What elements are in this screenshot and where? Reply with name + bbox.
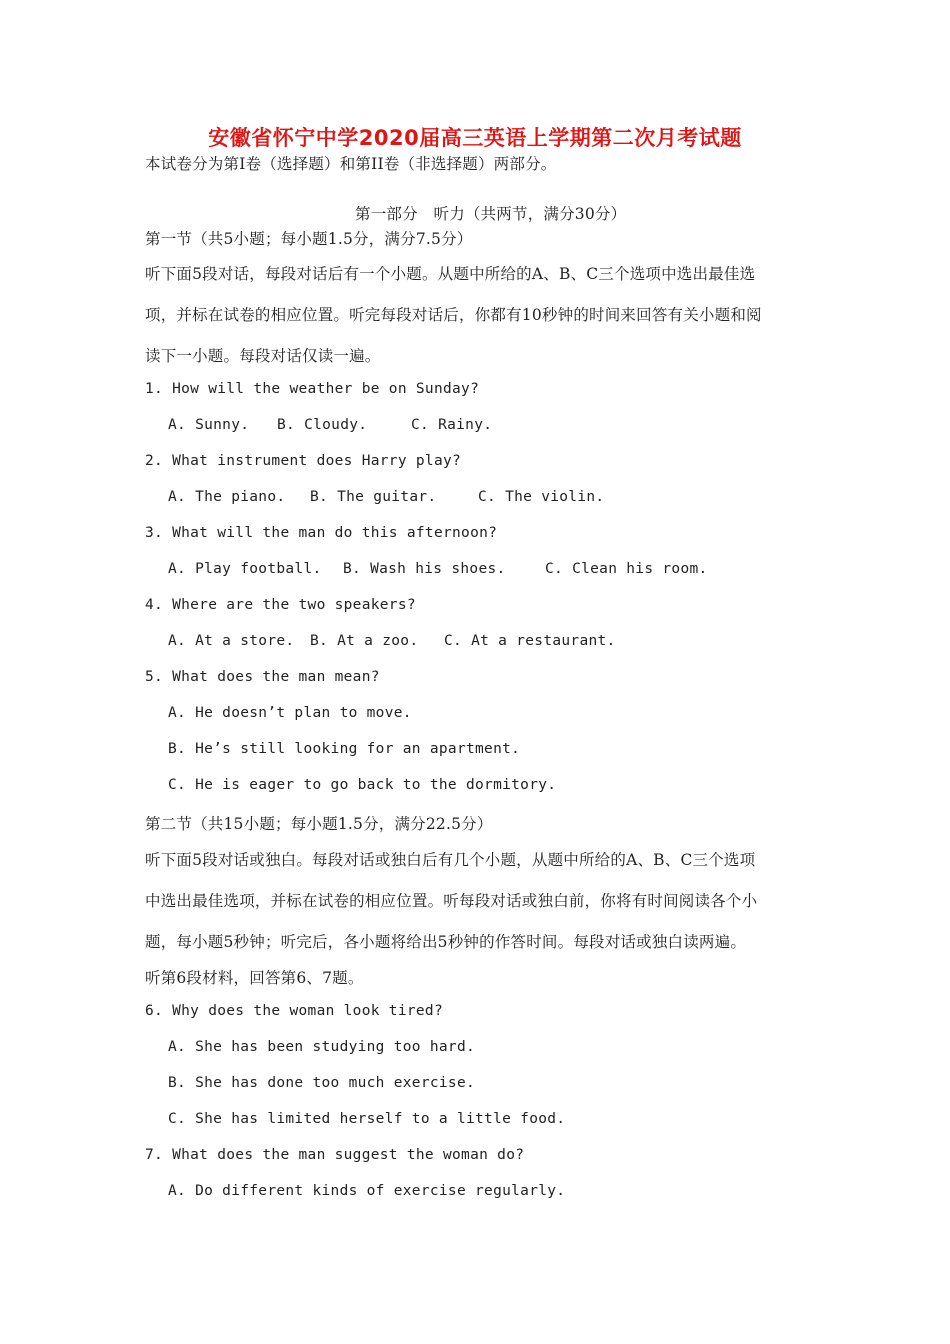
option-a: A. He doesn’t plan to move. <box>168 705 412 721</box>
part1-heading: 第一部分 听力（共两节，满分30分） <box>355 205 627 223</box>
option-b: B. He’s still looking for an apartment. <box>168 741 521 757</box>
option-c: C. She has limited herself to a little food. <box>168 1111 566 1127</box>
question-3-options <box>168 561 708 577</box>
option-a: A. The piano. <box>168 489 286 505</box>
page-title: 安徽省怀宁中学2020届高三英语上学期第二次月考试题 <box>208 126 742 150</box>
option-a: A. Do different kinds of exercise regularly. <box>168 1183 566 1199</box>
question-1-options <box>168 417 493 433</box>
question-5: 5. What does the man mean? <box>145 669 380 685</box>
option-c: C. He is eager to go back to the dormitory. <box>168 777 557 793</box>
option-b: B. Wash his shoes. <box>343 561 506 577</box>
section1-instruction-line: 读下一小题。每段对话仅读一遍。 <box>145 347 381 365</box>
question-7: 7. What does the man suggest the woman do? <box>145 1147 525 1163</box>
question-4-options <box>168 633 616 649</box>
option-a: A. She has been studying too hard. <box>168 1039 476 1055</box>
question-4: 4. Where are the two speakers? <box>145 597 416 613</box>
option-a: A. Sunny. <box>168 417 250 433</box>
option-c: C. At a restaurant. <box>444 633 616 649</box>
section2-instruction-line: 中选出最佳选项，并标在试卷的相应位置。听每段对话或独白前，你将有时间阅读各个小 <box>145 892 758 910</box>
option-c: C. Rainy. <box>411 417 493 433</box>
question-6: 6. Why does the woman look tired? <box>145 1003 443 1019</box>
option-b: B. The guitar. <box>310 489 437 505</box>
intro-text: 本试卷分为第I卷（选择题）和第II卷（非选择题）两部分。 <box>145 155 557 173</box>
question-2-options <box>168 489 605 505</box>
material-6-heading: 听第6段材料，回答第6、7题。 <box>145 969 364 987</box>
section1-instruction-line: 听下面5段对话，每段对话后有一个小题。从题中所给的A、B、C三个选项中选出最佳选 <box>145 265 756 283</box>
option-a: A. At a store. <box>168 633 295 649</box>
option-a: A. Play football. <box>168 561 322 577</box>
question-2: 2. What instrument does Harry play? <box>145 453 462 469</box>
section1-heading: 第一节（共5小题；每小题1.5分，满分7.5分） <box>145 230 473 248</box>
option-b: B. Cloudy. <box>277 417 368 433</box>
option-b: B. At a zoo. <box>310 633 419 649</box>
option-b: B. She has done too much exercise. <box>168 1075 476 1091</box>
section2-instruction-line: 题，每小题5秒钟；听完后，各小题将给出5秒钟的作答时间。每段对话或独白读两遍。 <box>145 933 747 951</box>
option-c: C. Clean his room. <box>545 561 708 577</box>
question-1: 1. How will the weather be on Sunday? <box>145 381 480 397</box>
section1-instruction-line: 项，并标在试卷的相应位置。听完每段对话后，你都有10秒钟的时间来回答有关小题和阅 <box>145 306 762 324</box>
section2-heading: 第二节（共15小题；每小题1.5分，满分22.5分） <box>145 815 493 833</box>
question-3: 3. What will the man do this afternoon? <box>145 525 498 541</box>
section2-instruction-line: 听下面5段对话或独白。每段对话或独白后有几个小题，从题中所给的A、B、C三个选项 <box>145 851 756 869</box>
option-c: C. The violin. <box>478 489 605 505</box>
